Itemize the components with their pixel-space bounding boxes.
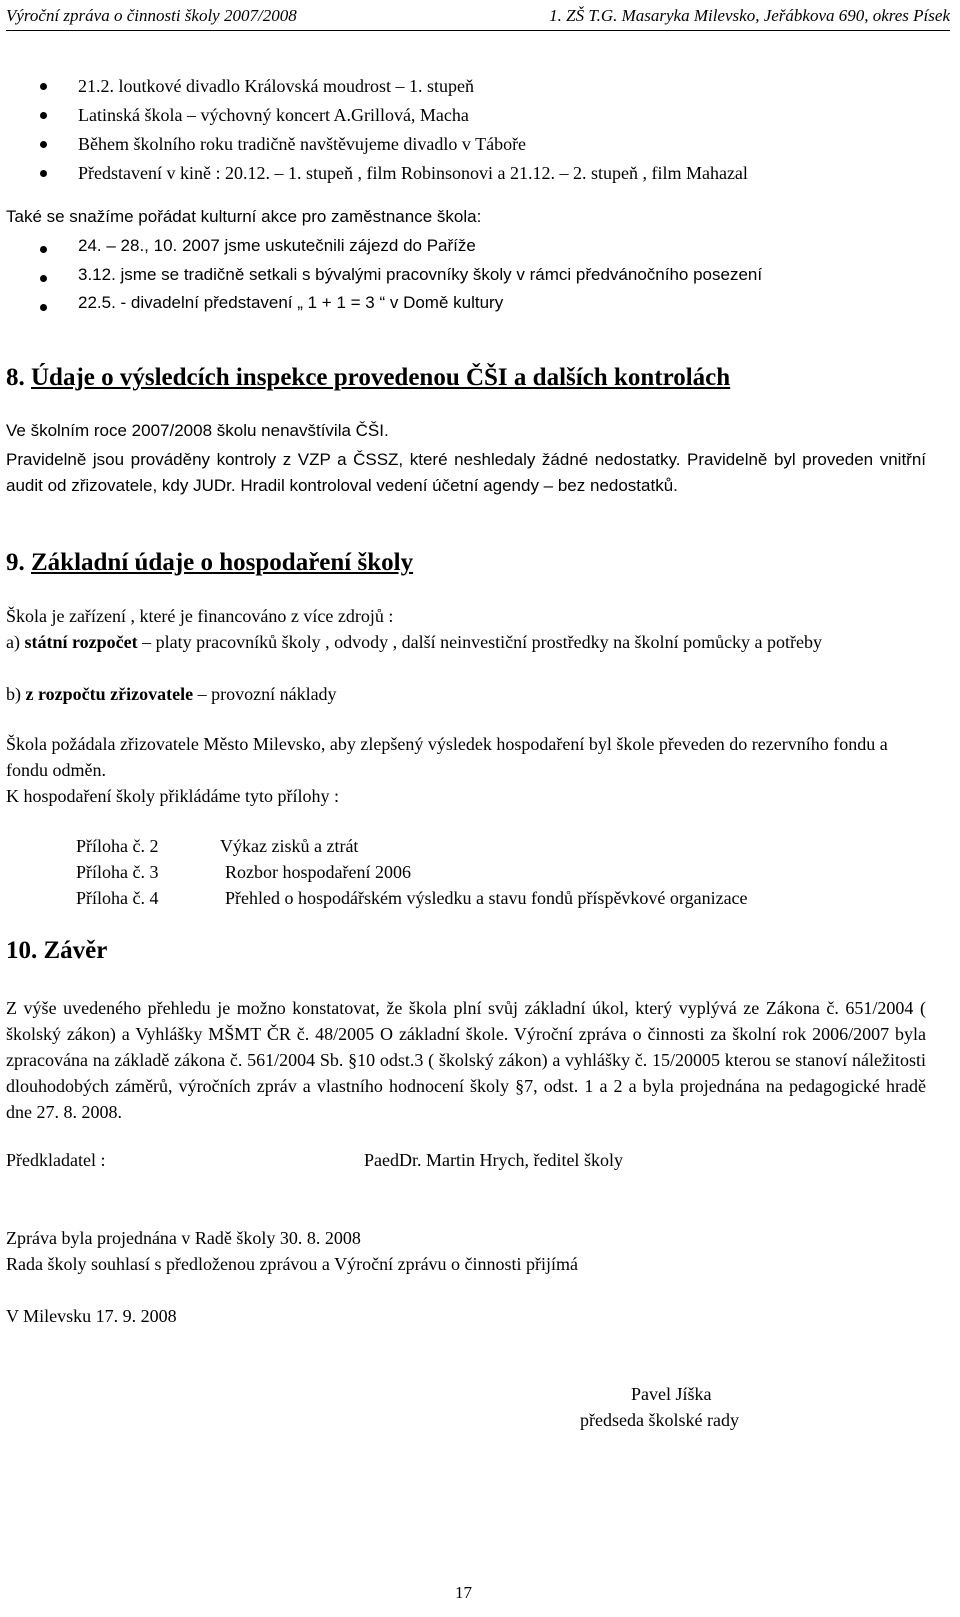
- funding-item-b: [6, 681, 926, 707]
- attachment-label: Příloha č.: [76, 888, 145, 908]
- attachment-desc: Výkaz zisků a ztrát: [220, 836, 359, 856]
- bullet-icon: [40, 246, 47, 253]
- attachment-desc: Rozbor hospodaření 2006: [225, 862, 411, 882]
- section-10-heading: [6, 937, 107, 965]
- running-header: [6, 4, 950, 31]
- attachment-number: 4: [149, 888, 159, 908]
- bullet-icon: [40, 304, 47, 311]
- page-number: 17: [455, 1583, 472, 1602]
- section-number: 9.: [6, 549, 25, 576]
- attachment-label: Příloha č.: [76, 836, 145, 856]
- item-prefix: a): [6, 632, 25, 652]
- header-school-name: 1. ZŠ T.G. Masaryka Milevsko, Jeřábkova 690, okres Písek: [549, 6, 950, 25]
- conclusion-paragraph: Z výše uvedeného přehledu je možno konstatovat, že škola plní svůj základní úkol, který vyplývá ze Zákona č. 651/2004 ( školský zákon) a Vyhlášky MŠMT ČR č. 48/2005 O základní škole. Výroční zpráva o činnosti za školní rok 2006/2007 byla zpracována na základě zákona č. 561/2004 Sb. §10 odst.3 ( školský zákon) a vyhlášky č. 15/20005 kterou se stanoví náležitosti dlouhodobých záměrů, výročních zpráv a vlastního hodnocení školy §7, odst. 1 a 2 a byla projednána na pedagogické hradě dne 27. 8. 2008.: [6, 998, 926, 1122]
- section-title: Údaje o výsledcích inspekce provedenou ČŠI a dalších kontrolách: [31, 364, 731, 391]
- bullet-icon: [40, 275, 47, 282]
- presenter-label: Předkladatel :: [6, 1150, 106, 1170]
- list-item: 24. – 28., 10. 2007 jsme uskutečnili zájezd do Paříže: [78, 236, 476, 255]
- section-8-heading: [6, 364, 730, 392]
- list-item: 3.12. jsme se tradičně setkali s bývalými pracovníky školy v rámci předvánočního posezení: [78, 265, 763, 284]
- attachments-intro: K hospodaření školy přikládáme tyto přílohy :: [6, 786, 339, 806]
- attachment-number: 2: [149, 836, 159, 856]
- chair-role: předseda školské rady: [580, 1410, 739, 1430]
- chair-name: Pavel Jíška: [631, 1384, 712, 1404]
- staff-intro: Také se snažíme pořádat kulturní akce pro zaměstnance škola:: [6, 207, 482, 226]
- attachment-row: [76, 885, 159, 911]
- list-item: Latinská škola – výchovný koncert A.Grillová, Macha: [78, 105, 469, 125]
- place-date: V Milevsku 17. 9. 2008: [6, 1306, 177, 1326]
- attachment-row: [76, 833, 159, 859]
- list-item: Představení v kině : 20.12. – 1. stupeň , film Robinsonovi a 21.12. – 2. stupeň , film Mahazal: [78, 163, 748, 183]
- inspection-paragraph: Pravidelně jsou prováděny kontroly z VZP a ČSSZ, které neshledaly žádné nedostatky. Pravidelně byl proveden vnitřní audit od zřizovatele, kdy JUDr. Hradil kontroloval vedení účetní agendy – bez nedostatků.: [6, 450, 926, 495]
- bullet-icon: [40, 141, 47, 148]
- header-report-title: Výroční zpráva o činnosti školy 2007/2008: [6, 6, 297, 25]
- list-item: 22.5. - divadelní představení „ 1 + 1 = 3 “ v Domě kultury: [78, 293, 504, 312]
- item-text: – platy pracovníků školy , odvody , další neinvestiční prostředky na školní pomůcky a potřeby: [137, 632, 823, 652]
- attachment-desc: Přehled o hospodářském výsledku a stavu fondů příspěvkové organizace: [225, 888, 748, 908]
- funding-intro: Škola je zařízení , které je financováno z více zdrojů :: [6, 606, 394, 626]
- bullet-icon: [40, 112, 47, 119]
- section-number: 10.: [6, 937, 38, 964]
- council-discussed-line: Zpráva byla projednána v Radě školy 30. 8. 2008: [6, 1228, 361, 1248]
- attachment-number: 3: [149, 862, 159, 882]
- item-bold: státní rozpočet: [24, 632, 138, 652]
- funding-item-a: [6, 629, 856, 655]
- bullet-icon: [40, 83, 47, 90]
- section-title: Základní údaje o hospodaření školy: [31, 549, 414, 576]
- section-number: 8.: [6, 364, 25, 391]
- inspection-line: Ve školním roce 2007/2008 školu nenavštívila ČŠI.: [6, 421, 389, 440]
- attachment-row: [76, 859, 159, 885]
- bullet-icon: [40, 170, 47, 177]
- section-9-heading: [6, 549, 413, 577]
- section-title: Závěr: [43, 937, 108, 964]
- item-prefix: b): [6, 684, 26, 704]
- item-text: – provozní náklady: [193, 684, 337, 704]
- item-bold: z rozpočtu zřizovatele: [25, 684, 194, 704]
- council-approval-line: Rada školy souhlasí s předloženou zprávou a Výroční zprávu o činnosti přijímá: [6, 1254, 579, 1274]
- list-item: 21.2. loutkové divadlo Královská moudrost – 1. stupeň: [78, 76, 474, 96]
- reserve-fund-paragraph: Škola požádala zřizovatele Město Milevsko, aby zlepšený výsledek hospodaření byl škole převeden do rezervního fondu a fondu odměn.: [6, 734, 888, 780]
- presenter-name: PaedDr. Martin Hrych, ředitel školy: [364, 1150, 623, 1170]
- attachment-label: Příloha č.: [76, 862, 145, 882]
- list-item: Během školního roku tradičně navštěvujeme divadlo v Táboře: [78, 134, 527, 154]
